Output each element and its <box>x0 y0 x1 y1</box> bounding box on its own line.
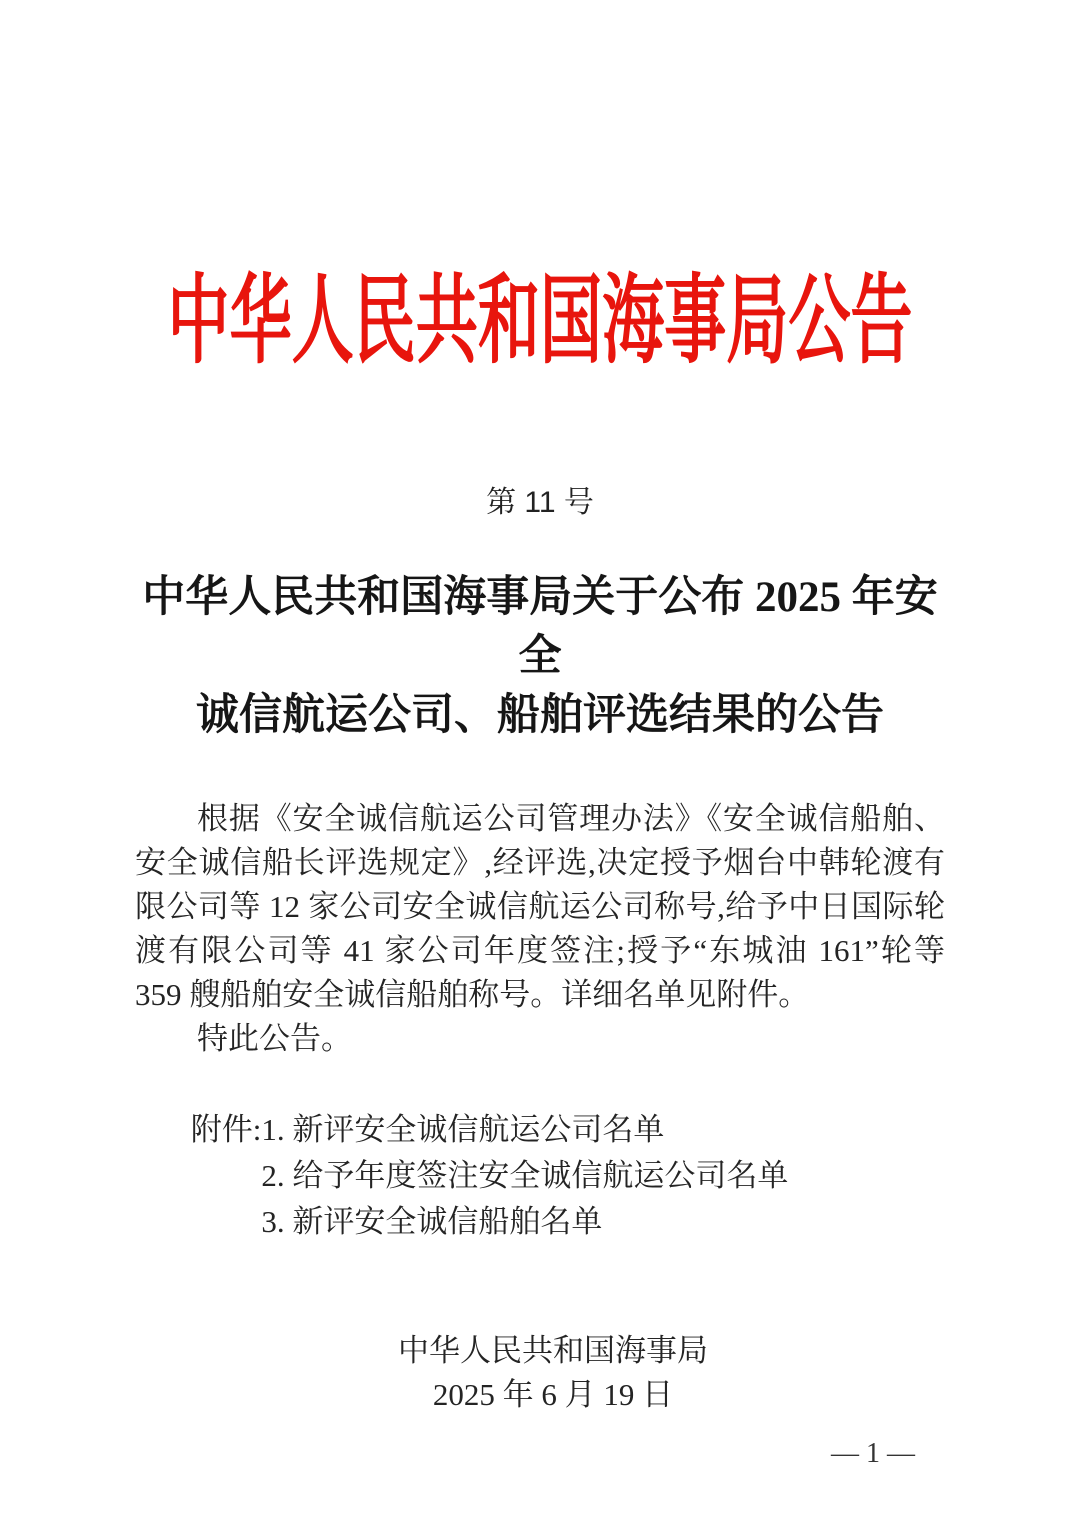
document-number: 第 11 号 <box>486 486 594 519</box>
attachment-item-3: 3. 新评安全诚信船舶名单 <box>261 1204 603 1239</box>
attachments-label: 附件: <box>190 1112 262 1147</box>
issuer-name: 中华人民共和国海事局 <box>398 1333 708 1368</box>
body-paragraph: 根据《安全诚信航运公司管理办法》《安全诚信船舶、安全诚信船长评选规定》,经评选,决定授予烟台中韩轮渡有限公司等 12 家公司安全诚信航运公司称号,给予中日国际轮渡有限公司等 41 家公司年度签注;授予“东城油 161”轮等 359 艘船舶安全诚信船舶称号。详细名单见附件。 <box>135 801 945 1012</box>
attachments-list <box>261 1107 788 1245</box>
masthead <box>135 0 945 378</box>
document-body <box>135 797 945 1061</box>
document-title-line1: 中华人民共和国海事局关于公布 2025 年安全 <box>142 574 938 680</box>
page-number: — 1 — <box>831 1438 915 1469</box>
signature-block <box>398 1329 708 1417</box>
issue-date: 2025 年 6 月 19 日 <box>432 1377 674 1412</box>
attachment-item-1: 1. 新评安全诚信航运公司名单 <box>261 1112 665 1147</box>
attachment-item-2: 2. 给予年度签注安全诚信航运公司名单 <box>261 1158 789 1193</box>
attachments-block <box>135 1107 945 1245</box>
closing-line: 特此公告。 <box>197 1021 352 1056</box>
document-title <box>135 568 945 745</box>
masthead-title: 中华人民共和国海事局公告 <box>167 268 913 375</box>
document-title-line2: 诚信航运公司、船舶评选结果的公告 <box>196 692 884 739</box>
